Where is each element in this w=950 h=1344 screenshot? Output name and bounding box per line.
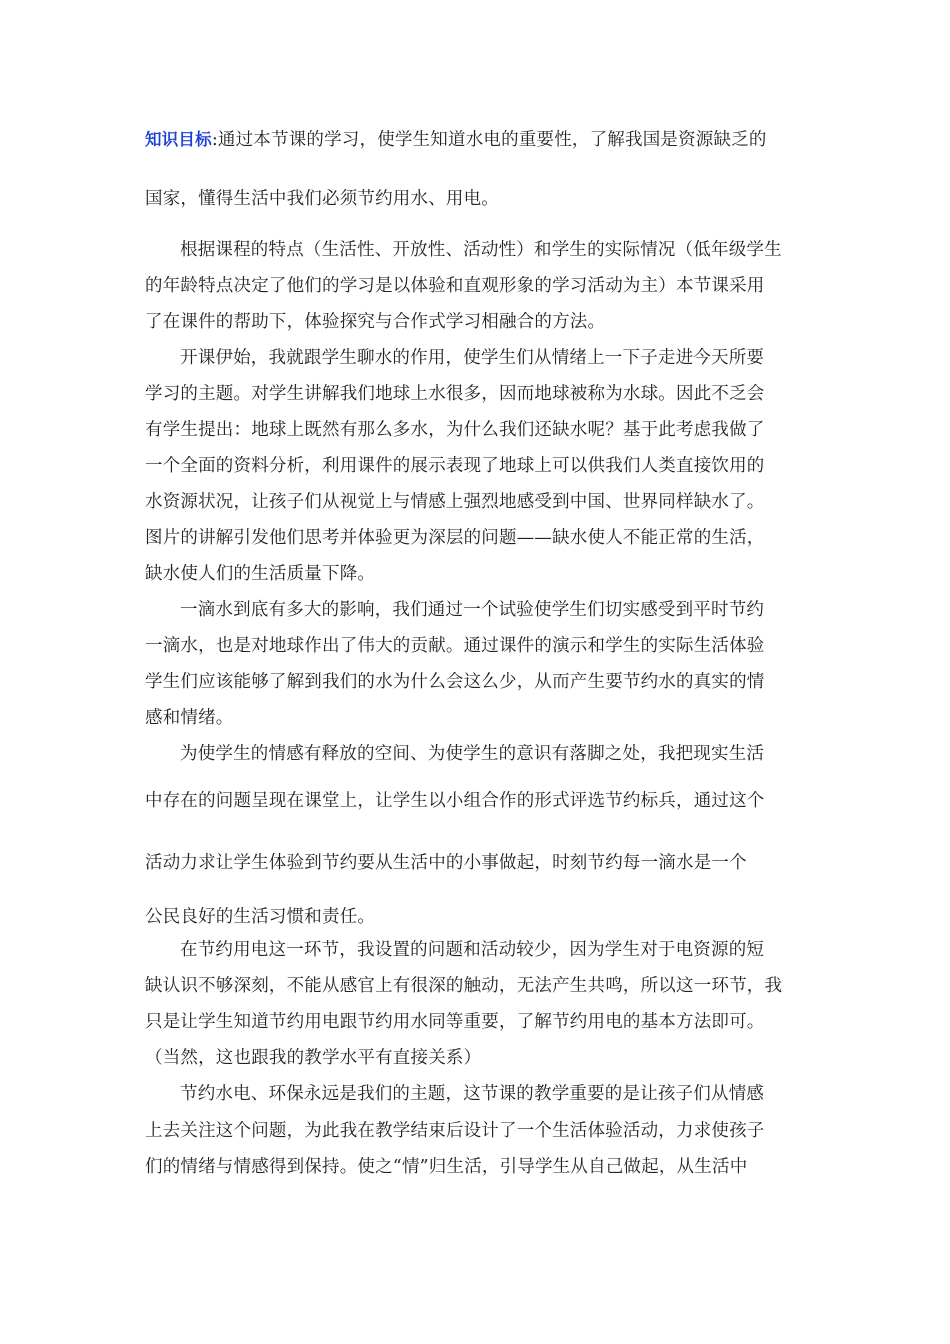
paragraph-2-line-4: 一个全面的资料分析，利用课件的展示表现了地球上可以供我们人类直接饮用的 (145, 456, 765, 476)
paragraph-2-line-7: 缺水使人们的生活质量下降。 (145, 564, 376, 584)
objective-label: 知识目标 (145, 130, 212, 149)
objective-line-2: 国家，懂得生活中我们必须节约用水、用电。 (145, 189, 499, 209)
paragraph-1-line-1: 根据课程的特点（生活性、开放性、活动性）和学生的实际情况（低年级学生 (180, 240, 782, 260)
paragraph-1-line-3: 了在课件的帮助下，体验探究与合作式学习相融合的方法。 (145, 312, 606, 332)
paragraph-1-line-2: 的年龄特点决定了他们的学习是以体验和直观形象的学习活动为主）本节课采用 (145, 276, 765, 296)
paragraph-3-line-1: 一滴水到底有多大的影响，我们通过一个试验使学生们切实感受到平时节约 (180, 600, 765, 620)
paragraph-4-line-3: 活动力求让学生体验到节约要从生活中的小事做起，时刻节约每一滴水是一个 (145, 853, 747, 873)
paragraph-5-line-2: 缺认识不够深刻，不能从感官上有很深的触动，无法产生共鸣，所以这一环节，我 (145, 976, 783, 996)
paragraph-3-line-4: 感和情绪。 (145, 708, 234, 728)
paragraph-2-line-2: 学习的主题。对学生讲解我们地球上水很多，因而地球被称为水球。因此不乏会 (145, 384, 765, 404)
paragraph-6-line-3: 们的情绪与情感得到保持。使之“情”归生活，引导学生从自己做起，从生活中 (145, 1157, 748, 1177)
objective-text-1: :通过本节课的学习，使学生知道水电的重要性，了解我国是资源缺乏的 (211, 130, 767, 150)
objective-line-1 (145, 129, 767, 151)
paragraph-2-line-6: 图片的讲解引发他们思考并体验更为深层的问题——缺水使人不能正常的生活， (145, 528, 765, 548)
paragraph-2-line-3: 有学生提出：地球上既然有那么多水，为什么我们还缺水呢？基于此考虑我做了 (145, 420, 765, 440)
paragraph-3-line-2: 一滴水，也是对地球作出了伟大的贡献。通过课件的演示和学生的实际生活体验 (145, 636, 765, 656)
paragraph-4-line-1: 为使学生的情感有释放的空间、为使学生的意识有落脚之处，我把现实生活 (180, 744, 765, 764)
paragraph-4-line-4: 公民良好的生活习惯和责任。 (145, 907, 376, 927)
paragraph-5-line-4: （当然，这也跟我的教学水平有直接关系） (145, 1048, 482, 1068)
paragraph-2-line-1: 开课伊始，我就跟学生聊水的作用，使学生们从情绪上一下子走进今天所要 (180, 348, 765, 368)
paragraph-5-line-3: 只是让学生知道节约用电跟节约用水同等重要，了解节约用电的基本方法即可。 (145, 1012, 765, 1032)
paragraph-6-line-2: 上去关注这个问题，为此我在教学结束后设计了一个生活体验活动，力求使孩子 (145, 1121, 765, 1141)
paragraph-2-line-5: 水资源状况，让孩子们从视觉上与情感上强烈地感受到中国、世界同样缺水了。 (145, 492, 765, 512)
paragraph-6-line-1: 节约水电、环保永远是我们的主题，这节课的教学重要的是让孩子们从情感 (180, 1084, 765, 1104)
paragraph-5-line-1: 在节约用电这一环节，我设置的问题和活动较少，因为学生对于电资源的短 (180, 940, 765, 960)
paragraph-4-line-2: 中存在的问题呈现在课堂上，让学生以小组合作的形式评选节约标兵，通过这个 (145, 791, 765, 811)
paragraph-3-line-3: 学生们应该能够了解到我们的水为什么会这么少，从而产生要节约水的真实的情 (145, 672, 765, 692)
